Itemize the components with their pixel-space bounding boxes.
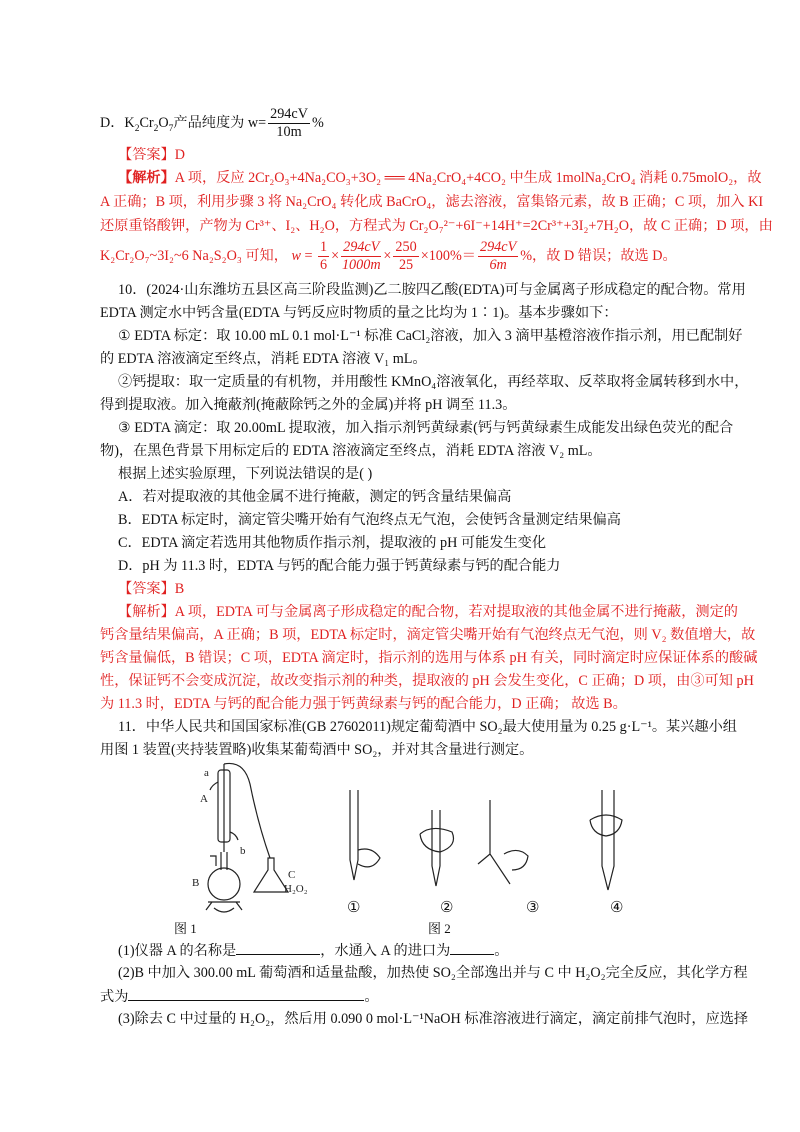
analysis-tag: 【解析】 bbox=[118, 170, 175, 186]
fraction-denominator: 25 bbox=[398, 257, 414, 274]
fraction-denominator: 6 bbox=[320, 257, 328, 274]
part-1-end: 。 bbox=[494, 943, 509, 959]
option-d-prefix: D．K bbox=[100, 115, 135, 131]
part-2-end: 。 bbox=[364, 989, 379, 1005]
label-A: A bbox=[200, 793, 208, 805]
answer-blank[interactable] bbox=[450, 940, 494, 955]
label-a: a bbox=[204, 767, 209, 779]
marker-4: ④ bbox=[610, 900, 624, 916]
q10-step-1b: 的 EDTA 溶液滴定至终点，消耗 EDTA 溶液 V₁ mL。 bbox=[100, 351, 427, 367]
percent-unit: % bbox=[311, 115, 324, 131]
label-B: B bbox=[192, 877, 200, 889]
times-hundred: ×100%＝ bbox=[420, 248, 476, 264]
q10-analysis-2: 钙含量结果偏高，A 正确；B 项，EDTA 标定时，滴定管尖嘴开始有气泡终点无气泡，则 V₂ 数值增大，故 bbox=[100, 627, 756, 643]
part-1-text: (1)仪器 A 的名称是 bbox=[118, 943, 237, 959]
label-C: C bbox=[288, 869, 296, 881]
fraction-numerator: 294cV bbox=[343, 239, 380, 256]
q10-option-b: B．EDTA 标定时，滴定管尖嘴开始有气泡终点无气泡，会使钙含量测定结果偏高 bbox=[118, 512, 621, 528]
q11-line-2: 用图 1 装置(夹持装置略)收集某葡萄酒中 SO₂，并对其含量进行测定。 bbox=[100, 742, 534, 758]
q10-option-a: A．若对提取液的其他金属不进行掩蔽，测定的钙含量结果偏高 bbox=[118, 489, 512, 505]
q10-answer: 【答案】B bbox=[118, 581, 185, 597]
figure-2-burettes bbox=[340, 790, 640, 900]
q10-step-3a: ③ EDTA 滴定：取 20.00mL 提取液，加入指示剂钙黄绿素(钙与钙黄绿素生成能发出绿色荧光的配合 bbox=[118, 420, 734, 436]
part-1-text-b: ，水通入 A 的进口为 bbox=[320, 943, 451, 959]
q10-line-2: EDTA 测定水中钙含量(EDTA 与钙反应时物质的量之比均为 1∶1)。基本步骤如下： bbox=[100, 305, 618, 321]
q10-analysis-3: 钙含量偏低，B 错误；C 项，EDTA 滴定时，指示剂的选用与体系 pH 有关，同时滴定时应保证体系的酸碱 bbox=[100, 650, 758, 666]
fraction-numerator: 294cV bbox=[270, 106, 308, 123]
figure-1-apparatus bbox=[180, 762, 308, 918]
q9-answer: 【答案】D bbox=[118, 147, 185, 163]
fraction-2 bbox=[341, 239, 381, 274]
q10-step-1a: ① EDTA 标定：取 10.00 mL 0.1 mol·L⁻¹ 标准 CaCl₂溶液，加入 3 滴甲基橙溶液作指示剂，用已配制好 bbox=[118, 328, 743, 344]
fraction-denominator: 10m bbox=[276, 124, 302, 141]
fraction-denominator: 6m bbox=[489, 257, 507, 274]
label-b: b bbox=[240, 845, 246, 857]
analysis-text: K₂Cr₂O₇~3I₂~6 Na₂S₂O₃ 可知， bbox=[100, 248, 288, 264]
option-d-text: 产品纯度为 w= bbox=[173, 115, 267, 131]
q10-analysis-5: 为 11.3 时，EDTA 与钙的配合能力强于钙黄绿素与钙的配合能力，D 正确； 故选 B。 bbox=[100, 696, 627, 712]
q10-line-1: 10．(2024·山东潍坊五县区高三阶段监测)乙二胺四乙酸(EDTA)可与金属离子形成稳定的配合物。常用 bbox=[118, 282, 746, 298]
marker-3: ③ bbox=[526, 900, 540, 916]
label-h2o2: H₂O₂ bbox=[284, 883, 308, 895]
q11-part-3: (3)除去 C 中过量的 H₂O₂，然后用 0.090 0 mol·L⁻¹NaOH 标准溶液进行滴定，滴定前排气泡时，应选择 bbox=[118, 1011, 749, 1027]
answer-blank[interactable] bbox=[128, 986, 364, 1001]
q9-analysis-line-4: K₂Cr₂O₇~3I₂~6 Na₂S₂O₃ 可知， w = $\frac{1}{6}$ × $\frac{294cV}{1000m}$ × $\frac{250}{25}$ ×100%＝ $\frac{294cV}{6m}$ %，故 D 错误；故选 D。 bbox=[100, 239, 677, 274]
fraction-numerator: 250 bbox=[395, 239, 417, 256]
w-symbol: w bbox=[291, 248, 301, 264]
fraction-4 bbox=[478, 239, 518, 274]
q11-part-1 bbox=[118, 940, 758, 961]
fraction-denominator: 1000m bbox=[341, 257, 381, 274]
q11-part-2b bbox=[100, 986, 740, 1007]
q11-line-1: 11．中华人民共和国国家标准(GB 27602011)规定葡萄酒中 SO₂最大使用量为 0.25 g·L⁻¹。某兴趣小组 bbox=[118, 719, 737, 735]
fraction-3 bbox=[393, 239, 418, 274]
fraction-numerator: 1 bbox=[320, 239, 328, 256]
q11-part-2a: (2)B 中加入 300.00 mL 葡萄酒和适量盐酸，加热使 SO₂全部逸出并与 C 中 H₂O₂完全反应，其化学方程 bbox=[118, 965, 748, 981]
q10-option-c: C．EDTA 滴定若选用其他物质作指示剂，提取液的 pH 可能发生变化 bbox=[118, 535, 547, 551]
analysis-text: %，故 D 错误；故选 D。 bbox=[520, 248, 677, 264]
option-d: D．$K_2Cr_2O_7$产品纯度为 w= $\frac{294cV}{10m}$ % bbox=[100, 106, 324, 141]
q10-option-d: D．pH 为 11.3 时，EDTA 与钙的配合能力强于钙黄绿素与钙的配合能力 bbox=[118, 558, 561, 574]
q9-analysis-line-2: A 正确；B 项，利用步骤 3 将 Na₂CrO₄ 转化成 BaCrO₄，滤去溶液，富集铬元素，故 B 正确；C 项，加入 KI bbox=[100, 194, 764, 210]
q10-step-2a: ②钙提取：取一定质量的有机物，并用酸性 KMnO₄溶液氧化，再经萃取、反萃取将金属转移到水中， bbox=[118, 374, 749, 390]
q10-step-2b: 得到提取液。加入掩蔽剂(掩蔽除钙之外的金属)并将 pH 调至 11.3。 bbox=[100, 397, 517, 413]
purity-fraction bbox=[268, 106, 310, 141]
marker-1: ① bbox=[347, 900, 361, 916]
marker-2: ② bbox=[440, 900, 454, 916]
q9-analysis-line-3: 还原重铬酸钾，产物为 Cr³⁺、I₂、H₂O，方程式为 Cr₂O₇²⁻+6I⁻+14H⁺=2Cr³⁺+3I₂+7H₂O，故 C 正确；D 项，由 bbox=[100, 218, 773, 234]
q10-analysis-1: 【解析】A 项，EDTA 可与金属离子形成稳定的配合物，若对提取液的其他金属不进行掩蔽，测定的 bbox=[118, 604, 738, 620]
figure-1-caption: 图 1 bbox=[174, 921, 197, 936]
fraction-1 bbox=[318, 239, 329, 274]
q9-analysis-line-1 bbox=[100, 168, 762, 188]
q10-step-3b: 物)，在黑色背景下用标定后的 EDTA 溶液滴定至终点，消耗 EDTA 溶液 V₂ mL。 bbox=[100, 443, 602, 459]
part-2-text: 式为 bbox=[100, 989, 129, 1005]
analysis-text: A 项，反应 2Cr₂O₃+4Na₂CO₃+3O₂ ══ 4Na₂CrO₄+4CO₂ 中生成 1molNa₂CrO₄ 消耗 0.75molO₂，故 bbox=[174, 170, 762, 186]
answer-blank[interactable] bbox=[236, 940, 320, 955]
q10-stem: 根据上述实验原理，下列说法错误的是( ) bbox=[118, 466, 373, 482]
q10-analysis-4: 性，保证钙不会变成沉淀，故改变指示剂的种类，提取液的 pH 会发生变化，C 正确；D 项，由③可知 pH bbox=[100, 673, 754, 689]
fraction-numerator: 294cV bbox=[479, 239, 517, 256]
figure-2-caption: 图 2 bbox=[428, 921, 451, 936]
